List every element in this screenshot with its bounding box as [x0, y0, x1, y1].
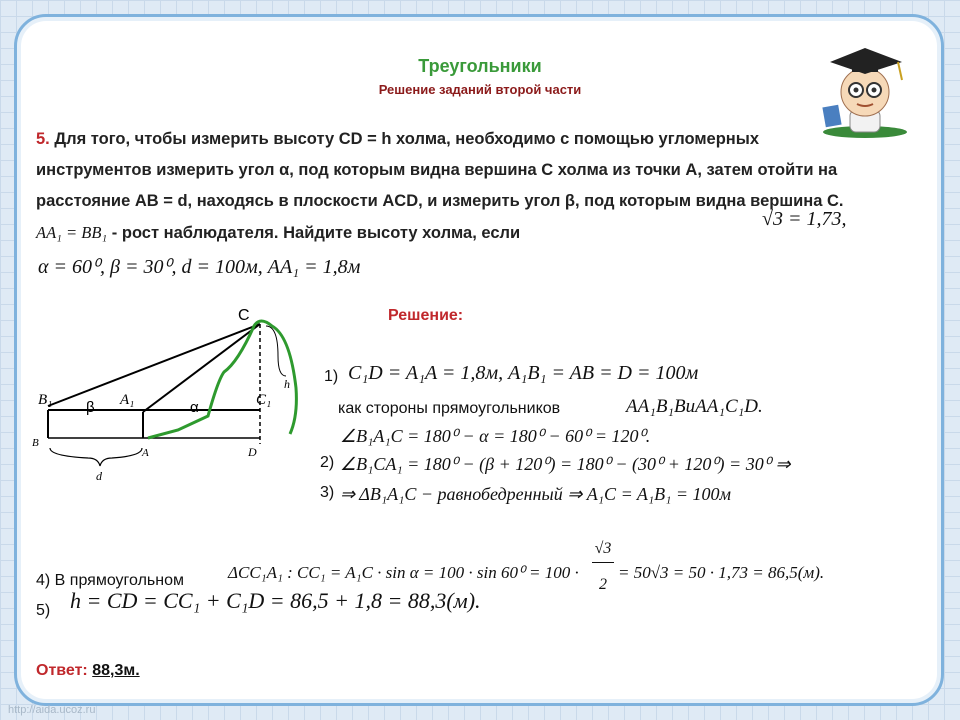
label-alpha: α	[190, 399, 199, 416]
problem-text-part1: Для того, чтобы измерить высоту CD = h холма, необходимо с помощью угломерных инструментов измерить угол α, под которым видна вершина C холма из точки A, затем отойти на расстояние AB = d, находясь в плоскости ACD, и измерить угол β, под которым видна вершина C.	[36, 130, 844, 210]
label-B1: B₁	[38, 392, 53, 408]
slide-subtitle: Решение заданий второй части	[378, 82, 582, 97]
step3-number: 3)	[320, 484, 335, 501]
step1-text: как стороны прямоугольников	[338, 400, 561, 417]
step4-text: 4) В прямоугольном	[36, 572, 184, 589]
step1-number: 1)	[324, 368, 339, 385]
label-beta: β	[86, 399, 95, 416]
fraction-bar	[592, 562, 614, 563]
step2-number: 2)	[320, 454, 335, 471]
label-A: A	[142, 447, 149, 459]
problem-formula-aa: AA₁ = BB₁	[36, 223, 108, 242]
label-D: D	[248, 445, 257, 459]
step1-angle: ∠B₁A₁C = 180⁰ − α = 180⁰ − 60⁰ = 120⁰.	[340, 426, 651, 446]
label-C: C	[238, 307, 250, 324]
hill-diagram	[28, 306, 328, 486]
watermark: http://aida.ucoz.ru	[8, 704, 96, 716]
label-A1: A₁	[120, 392, 135, 408]
sqrt-value: √3 = 1,73,	[762, 208, 847, 230]
problem-text-part2: - рост наблюдателя. Найдите высоту холма, если	[111, 224, 521, 242]
step4-formula-end: = 50√3 = 50 · 1,73 = 86,5(м).	[618, 563, 825, 582]
slide-title: Треугольники	[418, 56, 542, 76]
solution-label: Решение:	[388, 307, 464, 324]
problem-number: 5.	[36, 130, 50, 148]
answer	[36, 662, 140, 680]
given-values: α = 60⁰, β = 30⁰, d = 100м, AA₁ = 1,8м	[38, 256, 361, 278]
label-d: d	[96, 469, 102, 483]
step2-formula: ∠B₁CA₁ = 180⁰ − (β + 120⁰) = 180⁰ − (30⁰ + 120⁰) = 30⁰ ⇒	[340, 454, 791, 474]
problem-statement	[36, 124, 876, 249]
answer-label: Ответ:	[36, 662, 88, 679]
step4-formula: ΔCC₁A₁ : CC₁ = A₁C · sin α = 100 · sin 60⁰ = 100 ·	[228, 563, 579, 582]
step5-number: 5)	[36, 602, 51, 619]
step1-rects: AA₁B₁BиAA₁C₁D.	[626, 396, 763, 417]
label-B: B	[32, 437, 39, 449]
answer-value: 88,3м.	[92, 662, 140, 679]
step3-formula: ⇒ ΔB₁A₁C − равнобедренный ⇒ A₁C = A₁B₁ = 100м	[340, 484, 732, 504]
step5-formula: h = CD = CC₁ + C₁D = 86,5 + 1,8 = 88,3(м).	[70, 588, 481, 613]
step4-fraction-denominator: 2	[599, 576, 607, 593]
label-h: h	[284, 377, 290, 391]
step1-formula: C₁D = A₁A = 1,8м, A₁B₁ = AB = D = 100м	[348, 362, 699, 384]
step4-fraction-numerator: √3	[594, 540, 612, 557]
label-C1: C₁	[256, 392, 272, 408]
